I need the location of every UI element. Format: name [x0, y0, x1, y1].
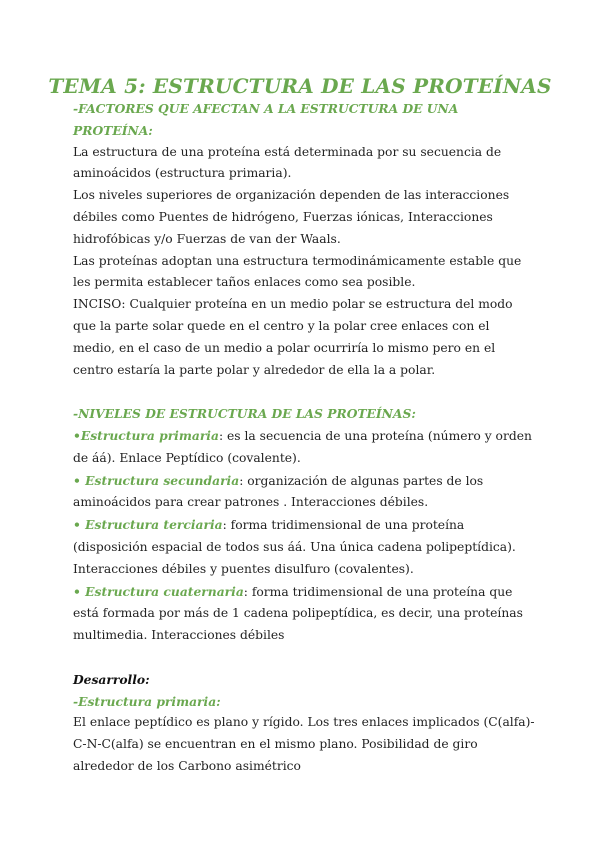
- definition: : forma tridimensional de una proteína (disposición espacial de todos sus áá. Una única cadena polipeptídica). Interacciones débiles y puentes disulfuro (covalentes).: [73, 518, 516, 576]
- bullet: •: [73, 517, 86, 533]
- section-heading-desarrollo: Desarrollo:: [73, 671, 150, 687]
- term: Estructura primaria: [80, 427, 219, 443]
- paragraph: INCISO: Cualquier proteína en un medio polar se estructura del modo que la parte solar quede en el centro y la polar cree enlaces con el medio, en el caso de un medio a polar ocurriría lo mismo pero en el centro estaría la parte polar y alrededor de ella la a polar.: [73, 297, 513, 377]
- paragraph: Las proteínas adoptan una estructura termodinámicamente estable que les permita establecer taños enlaces como sea posible.: [73, 253, 522, 290]
- subheading-estructura-primaria: -Estructura primaria:: [73, 693, 221, 709]
- definition: : es la secuencia de una proteína (número y orden de áá). Enlace Peptídico (covalente).: [73, 428, 532, 465]
- list-item: [73, 470, 535, 515]
- term: Estructura terciaria: [85, 517, 223, 533]
- document-body: [73, 98, 535, 778]
- list-item: [73, 581, 535, 647]
- document-title: TEMA 5: ESTRUCTURA DE LAS PROTEÍNAS: [48, 74, 552, 98]
- bullet: •: [73, 427, 81, 443]
- bullet: •: [73, 583, 86, 599]
- paragraph: El enlace peptídico es plano y rígido. Los tres enlaces implicados (C(alfa)-C-N-C(alfa) se encuentran en el mismo plano. Posibilidad de giro alrededor de los Carbono asimétrico: [73, 715, 535, 773]
- term: Estructura secundaria: [85, 472, 240, 488]
- bullet: •: [73, 472, 86, 488]
- list-item: [73, 425, 535, 470]
- list-item: [73, 514, 535, 580]
- section-heading-niveles: -NIVELES DE ESTRUCTURA DE LAS PROTEÍNAS:: [73, 406, 416, 422]
- paragraph: La estructura de una proteína está determinada por su secuencia de aminoácidos (estructura primaria).: [73, 144, 502, 181]
- definition: : organización de algunas partes de los aminoácidos para crear patrones . Interacciones débiles.: [73, 473, 484, 510]
- term: Estructura cuaternaria: [85, 583, 244, 599]
- definition: : forma tridimensional de una proteína que está formada por más de 1 cadena polipeptídica, es decir, una proteínas multimedia. Interacciones débiles: [73, 584, 523, 643]
- paragraph: Los niveles superiores de organización dependen de las interacciones débiles como Puentes de hidrógeno, Fuerzas iónicas, Interacciones hidrofóbicas y/o Fuerzas de van der Waals.: [73, 188, 510, 246]
- section-heading-factores: -FACTORES QUE AFECTAN A LA ESTRUCTURA DE UNA PROTEÍNA:: [73, 101, 459, 138]
